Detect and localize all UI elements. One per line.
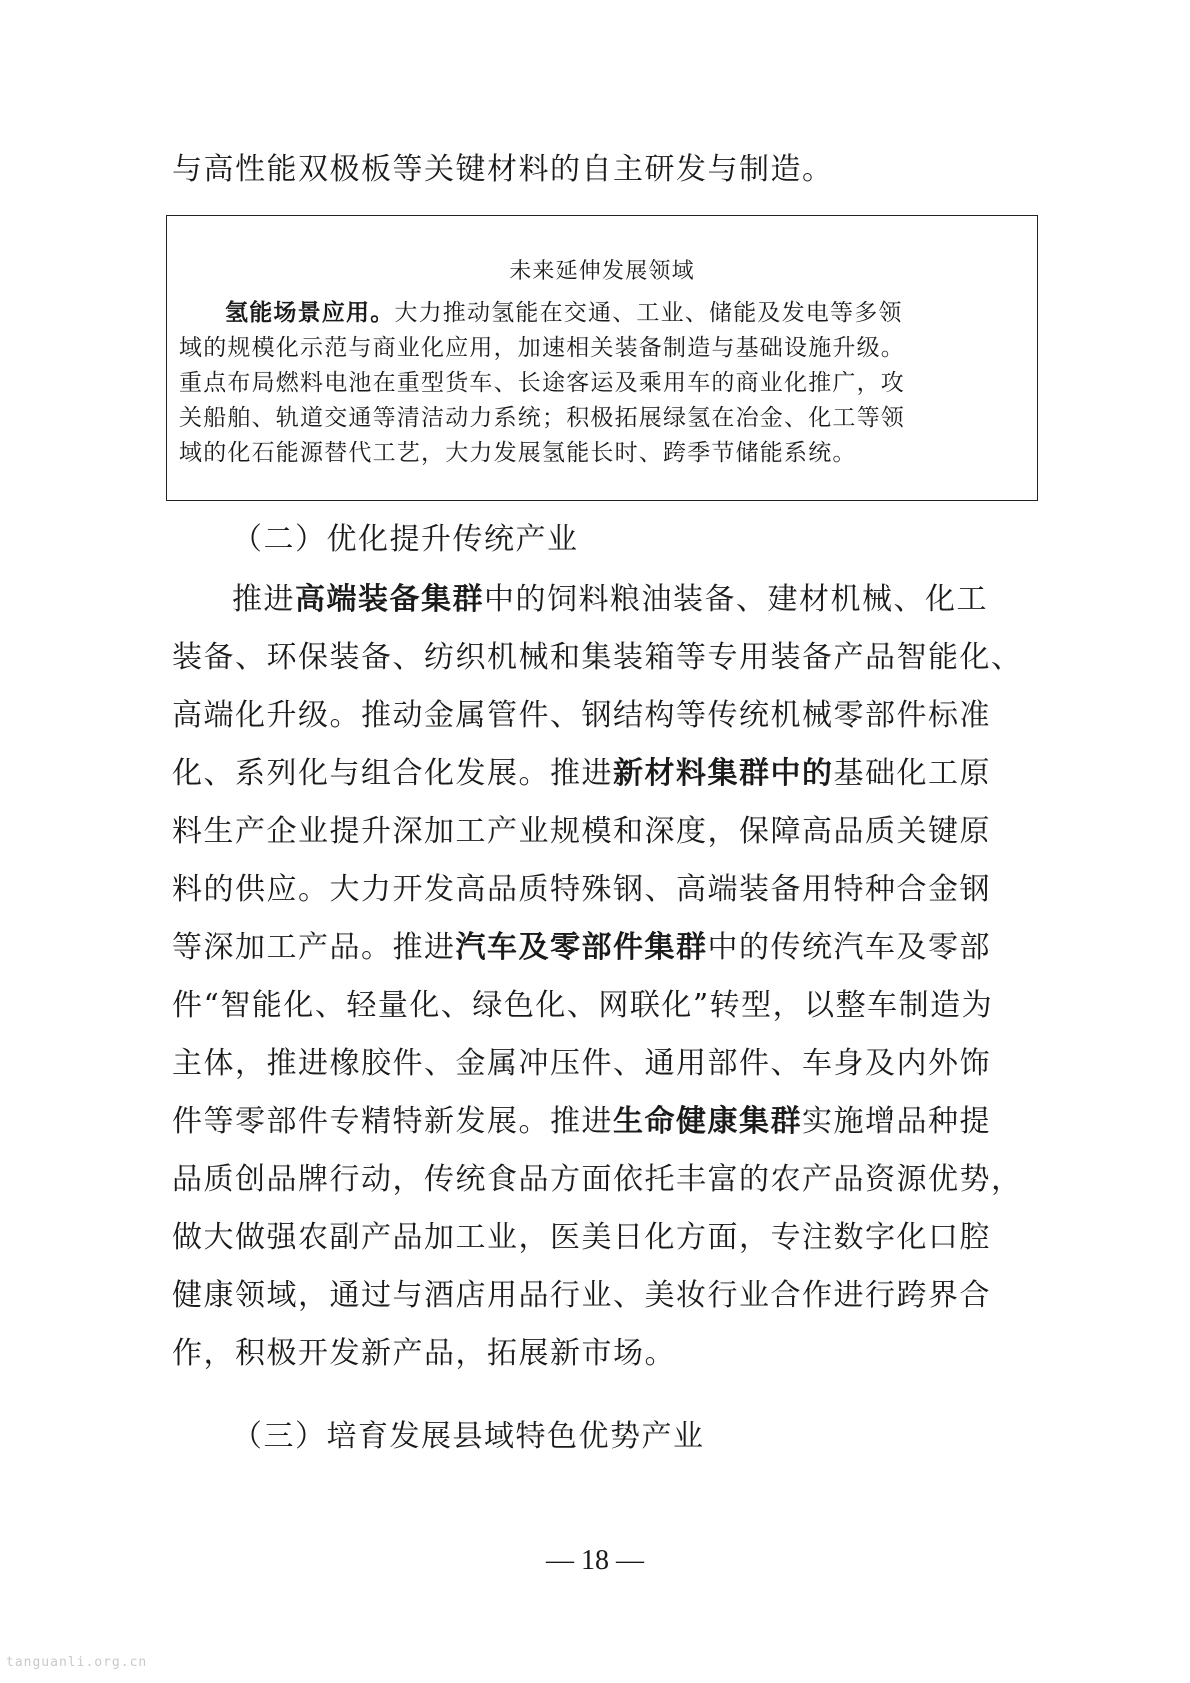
cluster-auto-parts: 汽车及零部件集群 <box>455 930 708 965</box>
callout-line-2: 域的规模化示范与商业化应用，加速相关装备制造与基础设施升级。 <box>179 335 905 361</box>
page-number: — 18 — <box>546 1545 644 1576</box>
cluster-life-health: 生命健康集群 <box>613 1104 802 1139</box>
cluster-new-materials: 新材料集群中的 <box>613 756 834 791</box>
para-line-3: 高端化升级。推动金属管件、钢结构等传统机械零部件标准 <box>172 698 991 733</box>
section-heading-3: （三）培育发展县域特色优势产业 <box>232 1419 705 1454</box>
callout-lead: 氢能场景应用。 <box>225 299 395 326</box>
para-line-11: 品质创品牌行动，传统食品方面依托丰富的农产品资源优势， <box>172 1162 1023 1197</box>
para-line-7: 等深加工产品。推进汽车及零部件集群中的传统汽车及零部 <box>172 930 991 965</box>
para-line-6: 料的供应。大力开发高品质特殊钢、高端装备用特种合金钢 <box>172 872 991 907</box>
section-heading-2: （二）优化提升传统产业 <box>232 522 579 557</box>
para-line-4: 化、系列化与组合化发展。推进新材料集群中的基础化工原 <box>172 756 991 791</box>
watermark: tanguanli.org.cn <box>6 1655 148 1670</box>
callout-line-4: 关船舶、轨道交通等清洁动力系统；积极拓展绿氢在冶金、化工等领 <box>179 405 905 431</box>
para-line-5: 料生产企业提升深加工产业规模和深度，保障高品质关键原 <box>172 814 991 849</box>
para-line-8: 件“智能化、轻量化、绿色化、网联化”转型，以整车制造为 <box>172 988 994 1023</box>
paragraph-continuation: 与高性能双极板等关键材料的自主研发与制造。 <box>172 152 834 187</box>
callout-line-3: 重点布局燃料电池在重型货车、长途客运及乘用车的商业化推广，攻 <box>179 370 905 396</box>
para-line-14: 作，积极开发新产品，拓展新市场。 <box>172 1336 676 1371</box>
para-line-1: 推进高端装备集群中的饲料粮油装备、建材机械、化工 <box>232 582 988 617</box>
callout-title: 未来延伸发展领域 <box>509 259 695 284</box>
para-line-10: 件等零部件专精特新发展。推进生命健康集群实施增品种提 <box>172 1104 991 1139</box>
callout-line-5: 域的化石能源替代工艺，大力发展氢能长时、跨季节储能系统。 <box>179 440 857 466</box>
para-line-2: 装备、环保装备、纺织机械和集装箱等专用装备产品智能化、 <box>172 640 1023 675</box>
callout-box <box>166 215 1038 501</box>
para-line-12: 做大做强农副产品加工业，医美日化方面，专注数字化口腔 <box>172 1220 991 1255</box>
callout-line-1: 氢能场景应用。大力推动氢能在交通、工业、储能及发电等多领 <box>225 299 903 326</box>
cluster-high-end-equipment: 高端装备集群 <box>295 582 484 617</box>
para-line-9: 主体，推进橡胶件、金属冲压件、通用部件、车身及内外饰 <box>172 1046 991 1081</box>
para-line-13: 健康领域，通过与酒店用品行业、美妆行业合作进行跨界合 <box>172 1278 991 1313</box>
